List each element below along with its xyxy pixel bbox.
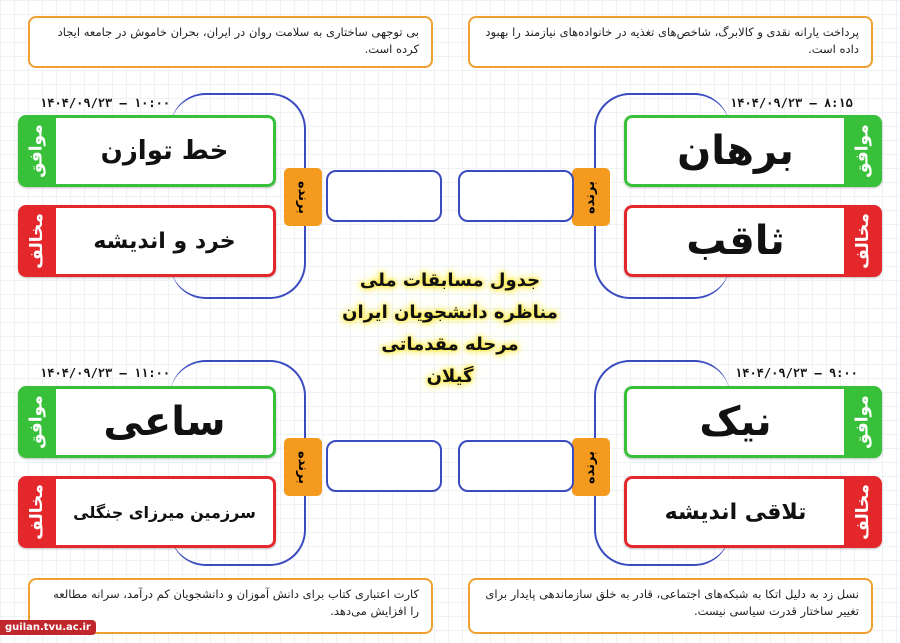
team-name: خرد و اندیشه [56, 205, 276, 277]
match-datetime-bottom-right: ۹:۰۰ – ۱۴۰۴/۰۹/۲۳ [735, 366, 858, 380]
match-datetime-bottom-left: ۱۱:۰۰ – ۱۴۰۴/۰۹/۲۳ [40, 366, 171, 380]
team-pro-top-left [18, 115, 276, 187]
team-pro-bottom-left [18, 386, 276, 458]
match-datetime-top-left: ۱۰:۰۰ – ۱۴۰۴/۰۹/۲۳ [40, 96, 171, 110]
team-name: ثاقب [624, 205, 844, 277]
winner-tag-bottom-left: برنده [284, 438, 322, 496]
topic-bottom-left: کارت اعتباری کتاب برای دانش آموزان و دانشجویان کم درآمد، سرانه مطالعه را افزایش می‌دهد. [28, 578, 433, 634]
team-pro-bottom-right [624, 386, 882, 458]
team-name: سرزمین میرزای جنگلی [56, 476, 276, 548]
team-name: نیک [624, 386, 844, 458]
pro-stance-label: موافق [844, 115, 882, 187]
winner-slot-top-right [458, 170, 574, 222]
team-con-bottom-right [624, 476, 882, 548]
team-con-top-left [18, 205, 276, 277]
topic-top-left: بی توجهی ساختاری به سلامت روان در ایران، بحران خاموش در جامعه ایجاد کرده است. [28, 16, 433, 68]
winner-slot-top-left [326, 170, 442, 222]
pro-stance-label: موافق [18, 386, 56, 458]
pro-stance-label: موافق [18, 115, 56, 187]
winner-slot-bottom-right [458, 440, 574, 492]
con-stance-label: مخالف [844, 205, 882, 277]
con-stance-label: مخالف [18, 205, 56, 277]
team-name: ساعی [56, 386, 276, 458]
title-line-2: مناظره دانشجویان ایران [342, 302, 558, 323]
title-line-4: گیلان [426, 366, 474, 387]
pro-stance-label: موافق [844, 386, 882, 458]
winner-tag-top-right: برنده [572, 168, 610, 226]
title-line-3: مرحله مقدماتی [381, 334, 519, 355]
con-stance-label: مخالف [844, 476, 882, 548]
team-con-bottom-left [18, 476, 276, 548]
topic-top-right: پرداخت یارانه نقدی و کالابرگ، شاخص‌های تغذیه در خانواده‌های نیازمند را بهبود داده است. [468, 16, 873, 68]
team-con-top-right [624, 205, 882, 277]
page-title [330, 265, 570, 393]
winner-tag-top-left: برنده [284, 168, 322, 226]
team-name: خط توازن [56, 115, 276, 187]
team-name: برهان [624, 115, 844, 187]
match-datetime-top-right: ۸:۱۵ – ۱۴۰۴/۰۹/۲۳ [730, 96, 853, 110]
con-stance-label: مخالف [18, 476, 56, 548]
winner-slot-bottom-left [326, 440, 442, 492]
team-name: تلاقی اندیشه [624, 476, 844, 548]
website-url: guilan.tvu.ac.ir [0, 620, 96, 635]
topic-bottom-right: نسل زد به دلیل اتکا به شبکه‌های اجتماعی، قادر به خلق سازماندهی پایدار برای تغییر ساختار قدرت سیاسی نیست. [468, 578, 873, 634]
winner-tag-bottom-right: برنده [572, 438, 610, 496]
title-line-1: جدول مسابقات ملی [359, 270, 541, 291]
team-pro-top-right [624, 115, 882, 187]
